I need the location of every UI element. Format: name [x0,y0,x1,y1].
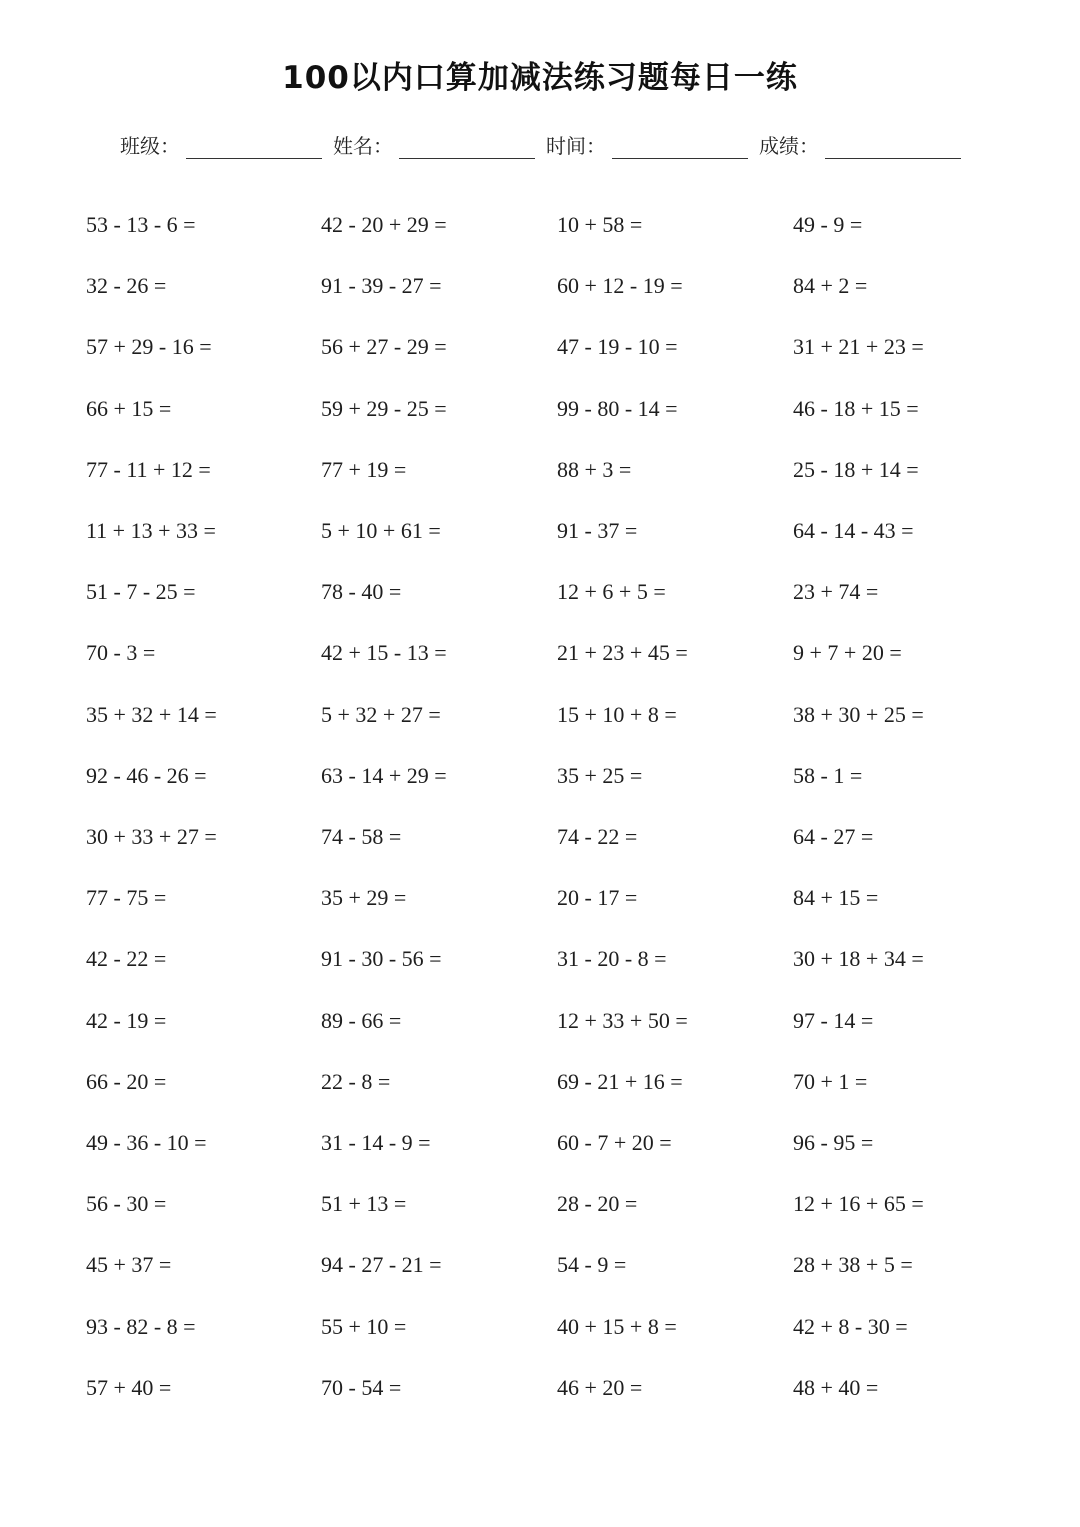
math-problem: 25 - 18 + 14 = [793,456,919,482]
math-problem: 12 + 16 + 65 = [793,1191,924,1217]
math-problem: 63 - 14 + 29 = [321,762,447,788]
math-problem: 42 - 22 = [86,946,167,972]
math-problem: 20 - 17 = [557,885,638,911]
problem-row [0,261,1080,322]
math-problem: 74 - 22 = [557,824,638,849]
problem-row [0,934,1080,995]
math-problem: 38 + 30 + 25 = [793,701,924,727]
problem-row [0,384,1080,445]
problem-row [0,812,1080,873]
math-problem: 64 - 14 - 43 = [793,518,914,543]
name-label: 姓名： [333,134,393,158]
math-problem: 32 - 26 = [86,273,167,299]
problem-row [0,567,1080,628]
problem-row [0,322,1080,383]
time-label: 时间： [546,134,606,158]
math-problem: 70 - 3 = [86,640,156,666]
problem-row [0,690,1080,751]
math-problem: 35 + 25 = [557,762,643,788]
problem-row [0,1179,1080,1240]
math-problem: 56 + 27 - 29 = [321,334,447,360]
math-problem: 21 + 23 + 45 = [557,640,688,666]
math-problem: 64 - 27 = [793,824,874,849]
math-problem: 66 + 15 = [86,395,172,421]
math-problem: 84 + 2 = [793,273,868,299]
math-problem: 91 - 39 - 27 = [321,273,442,299]
student-info-row [0,128,1080,168]
math-problem: 77 - 11 + 12 = [86,456,211,482]
math-problem: 66 - 20 = [86,1068,167,1094]
math-problem: 91 - 30 - 56 = [321,946,442,972]
math-problem: 59 + 29 - 25 = [321,395,447,421]
math-problem: 70 + 1 = [793,1068,868,1094]
problem-row [0,1363,1080,1424]
math-problem: 77 - 75 = [86,885,167,911]
math-problem: 96 - 95 = [793,1130,874,1155]
math-problem: 58 - 1 = [793,762,863,788]
math-problem: 28 + 38 + 5 = [793,1252,913,1278]
problem-row [0,1057,1080,1118]
math-problem: 97 - 14 = [793,1007,874,1033]
math-problem: 30 + 33 + 27 = [86,824,217,849]
math-problem: 46 - 18 + 15 = [793,395,919,421]
page-title: 100以内口算加减法练习题每日一练 [282,60,798,96]
math-problem: 99 - 80 - 14 = [557,395,678,421]
math-problem: 5 + 32 + 27 = [321,701,441,727]
math-problem: 35 + 29 = [321,885,407,911]
math-problem: 74 - 58 = [321,824,402,849]
math-problem: 5 + 10 + 61 = [321,518,441,543]
problem-row [0,1302,1080,1363]
problem-row [0,1118,1080,1179]
math-problem: 49 - 9 = [793,212,863,237]
class-label: 班级： [120,134,180,158]
math-problem: 47 - 19 - 10 = [557,334,678,360]
problem-row [0,628,1080,689]
math-problem: 88 + 3 = [557,456,632,482]
math-problem: 84 + 15 = [793,885,879,911]
math-problem: 42 + 8 - 30 = [793,1313,908,1339]
problem-row [0,506,1080,567]
problem-row [0,445,1080,506]
math-problem: 10 + 58 = [557,212,643,237]
math-problem: 53 - 13 - 6 = [86,212,196,237]
name-blank-line[interactable] [399,158,535,159]
math-problem: 11 + 13 + 33 = [86,518,216,543]
math-problem: 89 - 66 = [321,1007,402,1033]
math-problem: 30 + 18 + 34 = [793,946,924,972]
math-problem: 54 - 9 = [557,1252,627,1278]
math-problem: 51 + 13 = [321,1191,407,1217]
class-blank-line[interactable] [186,158,322,159]
math-problem: 42 + 15 - 13 = [321,640,447,666]
math-problem: 40 + 15 + 8 = [557,1313,677,1339]
problem-row [0,751,1080,812]
math-problem: 42 - 19 = [86,1007,167,1033]
problem-row [0,1240,1080,1301]
math-problem: 51 - 7 - 25 = [86,579,196,605]
math-problem: 45 + 37 = [86,1252,172,1278]
math-problem: 57 + 29 - 16 = [86,334,212,360]
problem-row [0,996,1080,1057]
math-problem: 56 - 30 = [86,1191,167,1217]
math-problem: 12 + 6 + 5 = [557,579,666,605]
math-problem: 22 - 8 = [321,1068,391,1094]
math-problem: 46 + 20 = [557,1374,643,1400]
math-problem: 92 - 46 - 26 = [86,762,207,788]
math-problem: 31 - 20 - 8 = [557,946,667,972]
math-problem: 12 + 33 + 50 = [557,1007,688,1033]
math-problem: 9 + 7 + 20 = [793,640,902,666]
math-problem: 31 + 21 + 23 = [793,334,924,360]
math-problem: 31 - 14 - 9 = [321,1130,431,1155]
math-problem: 91 - 37 = [557,518,638,543]
math-problem: 28 - 20 = [557,1191,638,1217]
math-problem: 60 + 12 - 19 = [557,273,683,299]
math-problem: 93 - 82 - 8 = [86,1313,196,1339]
time-blank-line[interactable] [612,158,748,159]
math-problem: 57 + 40 = [86,1374,172,1400]
problem-row [0,873,1080,934]
math-problem: 60 - 7 + 20 = [557,1130,672,1155]
math-problem: 35 + 32 + 14 = [86,701,217,727]
score-label: 成绩： [759,134,819,158]
math-problem: 49 - 36 - 10 = [86,1130,207,1155]
math-problem: 70 - 54 = [321,1374,402,1400]
math-problem: 42 - 20 + 29 = [321,212,447,237]
math-problem: 69 - 21 + 16 = [557,1068,683,1094]
score-blank-line[interactable] [825,158,961,159]
math-problem: 78 - 40 = [321,579,402,605]
math-problem: 23 + 74 = [793,579,879,605]
math-problem: 77 + 19 = [321,456,407,482]
math-problem: 15 + 10 + 8 = [557,701,677,727]
problem-row [0,200,1080,261]
math-problem: 48 + 40 = [793,1374,879,1400]
math-problem: 94 - 27 - 21 = [321,1252,442,1278]
math-problem: 55 + 10 = [321,1313,407,1339]
